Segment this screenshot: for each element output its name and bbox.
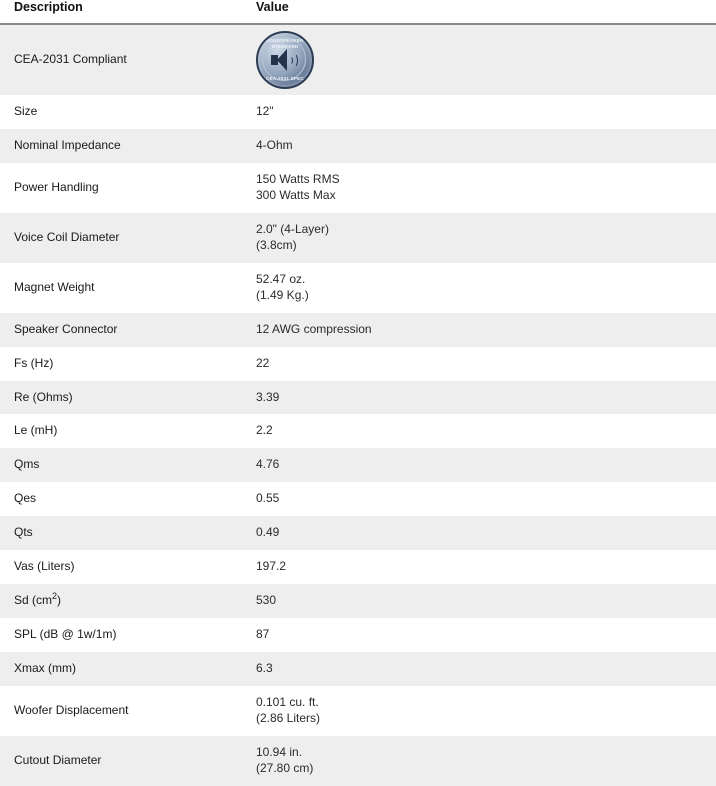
spec-value-line: (3.8cm) xyxy=(256,237,297,252)
cea-2031-badge-icon xyxy=(256,31,314,89)
table-header-row xyxy=(0,0,716,24)
table-row xyxy=(0,584,716,618)
spec-value-cell xyxy=(252,347,716,381)
spec-value-line: 4.76 xyxy=(256,457,280,472)
spec-value-cell xyxy=(252,163,716,213)
spec-description-cell: Xmax (mm) xyxy=(0,652,252,686)
spec-value-line: 6.3 xyxy=(256,661,273,676)
spec-value-cell xyxy=(252,618,716,652)
spec-value-line: 22 xyxy=(256,355,270,370)
spec-value-cell xyxy=(252,448,716,482)
spec-value-cell xyxy=(252,414,716,448)
spec-value-line: 197.2 xyxy=(256,559,287,574)
spec-description-cell: CEA-2031 Compliant xyxy=(0,24,252,95)
spec-value-cell xyxy=(252,95,716,129)
speaker-icon xyxy=(271,48,297,72)
table-row xyxy=(0,686,716,736)
spec-description-cell: Le (mH) xyxy=(0,414,252,448)
spec-value-cell xyxy=(252,686,716,736)
table-row xyxy=(0,482,716,516)
column-header-value: Value xyxy=(252,0,716,24)
table-row xyxy=(0,736,716,786)
spec-value-line: 300 Watts Max xyxy=(256,187,336,202)
spec-description-cell: Re (Ohms) xyxy=(0,381,252,415)
table-row xyxy=(0,652,716,686)
spec-value-cell xyxy=(252,482,716,516)
spec-value-cell xyxy=(252,381,716,415)
spec-value-cell xyxy=(252,550,716,584)
spec-value-line: 530 xyxy=(256,593,277,608)
table-row xyxy=(0,24,716,95)
spec-description-cell: Qms xyxy=(0,448,252,482)
spec-description-cell: Power Handling xyxy=(0,163,252,213)
table-row xyxy=(0,550,716,584)
spec-description-cell: Vas (Liters) xyxy=(0,550,252,584)
table-row xyxy=(0,163,716,213)
table-row xyxy=(0,347,716,381)
spec-value-cell xyxy=(252,263,716,313)
spec-value-line: 12" xyxy=(256,104,274,118)
spec-value-cell xyxy=(252,652,716,686)
spec-value-cell xyxy=(252,129,716,163)
spec-value-cell xyxy=(252,24,716,95)
table-header xyxy=(0,0,716,24)
badge-bottom-text: CEA-2031 SPEC xyxy=(266,75,304,81)
spec-value-cell xyxy=(252,516,716,550)
spec-value-line: 0.49 xyxy=(256,525,280,540)
column-header-description: Description xyxy=(0,0,252,24)
spec-description-cell: Size xyxy=(0,95,252,129)
spec-value-line: 3.39 xyxy=(256,389,280,404)
spec-value-cell xyxy=(252,584,716,618)
spec-value-line: 52.47 oz. xyxy=(256,271,306,286)
table-row xyxy=(0,381,716,415)
spec-value-line: 0.55 xyxy=(256,491,280,506)
spec-value-line: 150 Watts RMS xyxy=(256,171,340,186)
spec-description-cell: Speaker Connector xyxy=(0,313,252,347)
table-row xyxy=(0,414,716,448)
badge-top-text: LOUDSPEAKER STANDARD xyxy=(266,38,304,50)
spec-description-cell: Voice Coil Diameter xyxy=(0,213,252,263)
spec-value-line: (2.86 Liters) xyxy=(256,711,321,726)
spec-description-cell: Woofer Displacement xyxy=(0,686,252,736)
spec-value-cell xyxy=(252,313,716,347)
spec-value-line: (27.80 cm) xyxy=(256,760,314,775)
spec-value-line: 4-Ohm xyxy=(256,137,293,152)
table-row xyxy=(0,313,716,347)
spec-value-line: 2.0" (4-Layer) xyxy=(256,221,329,236)
spec-description-cell: Magnet Weight xyxy=(0,263,252,313)
table-row xyxy=(0,516,716,550)
spec-value-line: 12 AWG compression xyxy=(256,321,372,336)
table-row xyxy=(0,618,716,652)
table-row xyxy=(0,263,716,313)
table-row xyxy=(0,213,716,263)
spec-value-line: 10.94 in. xyxy=(256,745,303,760)
table-row xyxy=(0,95,716,129)
spec-value-line: 2.2 xyxy=(256,423,273,438)
table-body xyxy=(0,24,716,786)
spec-description-cell: Qes xyxy=(0,482,252,516)
spec-description-cell: Fs (Hz) xyxy=(0,347,252,381)
spec-value-cell xyxy=(252,736,716,786)
spec-value-line: 87 xyxy=(256,627,270,642)
spec-description-cell: Qts xyxy=(0,516,252,550)
spec-description-cell: Cutout Diameter xyxy=(0,736,252,786)
table-row xyxy=(0,448,716,482)
spec-description-cell: SPL (dB @ 1w/1m) xyxy=(0,618,252,652)
spec-description-cell: Nominal Impedance xyxy=(0,129,252,163)
spec-value-line: 0.101 cu. ft. xyxy=(256,695,319,710)
spec-value-cell xyxy=(252,213,716,263)
spec-description-cell: Sd $(cm^2)$ xyxy=(0,584,252,618)
spec-value-line: (1.49 Kg.) xyxy=(256,287,309,302)
table-row xyxy=(0,129,716,163)
